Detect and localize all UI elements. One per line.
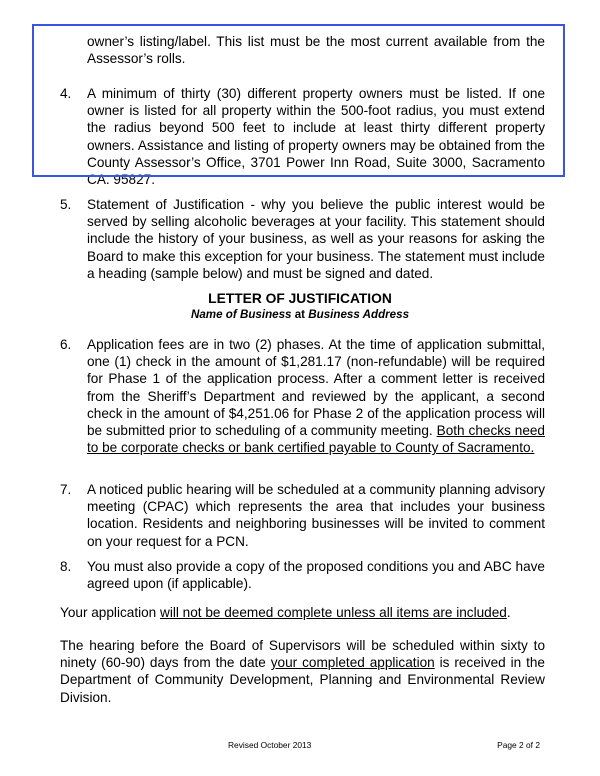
item-text: A minimum of thirty (30) different property owners must be listed. If one owner is listed for all property within the 500-foot radius, you must extend the radius beyond 500 feet to include at least thirty different property owners. Assistance and listing of property owners may be obtained from the County Assessor’s Office, 3701 Power Inn Road, Suite 3000, Sacramento CA. 95827.	[87, 86, 545, 188]
list-item-8	[60, 558, 545, 592]
business-name-label: Name of Business	[190, 308, 292, 321]
item-text: A noticed public hearing will be scheduled at a community planning advisory meeting (CPAC) which represents the area that includes your business location. Residents and neighboring businesses will be invited to comment on your request for a PCN.	[87, 482, 545, 549]
item-number: 7.	[60, 482, 72, 497]
list-item-7	[60, 481, 545, 550]
at-label: at	[294, 308, 306, 321]
hearing-underlined: your completed application	[270, 655, 435, 671]
completeness-before: Your application	[60, 605, 161, 620]
item-text: Statement of Justification - why you believe the public interest would be served by selling alcoholic beverages at your facility. This statement should include the history of your business, as well as your reasons for asking the Board to make this exception for your business. The statement must include a heading (sample below) and must be signed and dated.	[87, 197, 545, 281]
continuation-line-2: Assessor’s rolls.	[87, 51, 186, 67]
business-address-label: Business Address	[308, 308, 410, 321]
hearing-paragraph	[60, 637, 545, 706]
footer-revised: Revised October 2013	[228, 740, 312, 750]
sample-heading	[0, 290, 600, 322]
sample-heading-subtitle	[0, 307, 600, 322]
list-item-6	[60, 336, 545, 456]
hearing-after: is received in the Department of Community Development, Planning and Environmental Review Division.	[60, 655, 545, 705]
completeness-after: .	[506, 605, 511, 620]
fee-checks-requirement: Both checks need to be corporate checks or bank certified payable to County of Sacramento.	[87, 423, 545, 456]
item-number: 8.	[60, 559, 72, 574]
item-text	[87, 336, 545, 456]
completeness-paragraph	[60, 604, 545, 621]
list-item-4	[60, 85, 545, 188]
continuation-line-1: owner’s listing/label. This list must be the most current available from the	[87, 34, 545, 49]
item-number: 6.	[60, 337, 72, 352]
completeness-underlined: will not be deemed complete unless all items are included	[160, 605, 507, 620]
continuation-text	[87, 33, 545, 67]
sample-heading-title: LETTER OF JUSTIFICATION	[208, 291, 392, 306]
list-item-5	[60, 196, 545, 282]
item-number: 5.	[60, 197, 72, 212]
item-number: 4.	[60, 86, 72, 101]
fee-text: Application fees are in two (2) phases. At the time of application submittal, one (1) check in the amount of $1,281.17 (non-refundable) will be required for Phase 1 of the application process. After a comment letter is received from the Sheriff’s Department and reviewed by the applicant, a second check in the amount of $4,251.06 for Phase 2 of the application process will be submitted prior to scheduling of a community meeting.	[87, 337, 545, 439]
hearing-before: The hearing before the Board of Supervisors will be scheduled within sixty to ninety (60-90) days from the date	[60, 638, 545, 671]
footer-page-number: Page 2 of 2	[497, 740, 540, 750]
item-text: You must also provide a copy of the proposed conditions you and ABC have agreed upon (if applicable).	[87, 559, 545, 592]
